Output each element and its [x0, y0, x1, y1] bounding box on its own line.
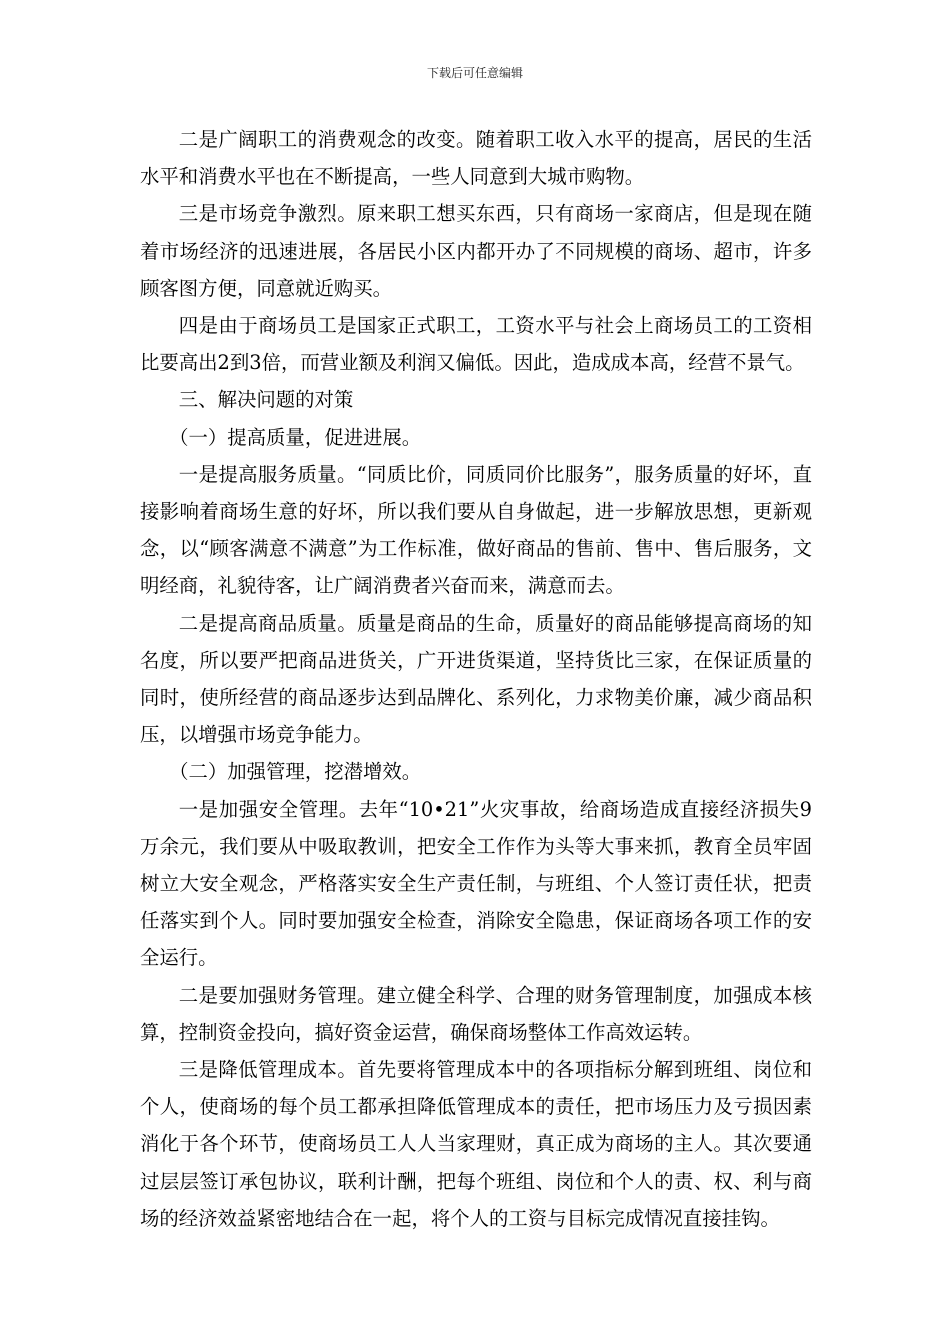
paragraph-financial-management: 二是要加强财务管理。建立健全科学、合理的财务管理制度，加强成本核算，控制资金投向，搞好资金运营，确保商场整体工作高效运转。 [140, 983, 812, 1044]
section-heading-solutions: 三、解决问题的对策 [178, 388, 354, 412]
page-header: 下载后可任意编辑 [426, 66, 523, 80]
paragraph-safety-management: 一是加强安全管理。去年“10•21”火灾事故，给商场造成直接经济损失9万余元，我们要从中吸取教训，把安全工作作为头等大事来抓，教育全员牢固树立大安全观念，严格落实安全生产责任制，与班组、个人签订责任状，把责任落实到个人。同时要加强安全检查，消除安全隐患，保证商场各项工作的安全运行。 [140, 797, 812, 970]
paragraph-service-quality: 一是提高服务质量。“同质比价，同质同价比服务”，服务质量的好坏，直接影响着商场生意的好坏，所以我们要从自身做起，进一步解放思想，更新观念，以“顾客满意不满意”为工作标准，做好商品的售前、售中、售后服务，文明经商，礼貌待客，让广阔消费者兴奋而来，满意而去。 [140, 462, 812, 598]
subheading-strengthen-management: （二）加强管理，挖潜增效。 [169, 760, 422, 784]
paragraph-reduce-costs: 三是降低管理成本。首先要将管理成本中的各项指标分解到班组、岗位和个人，使商场的每个员工都承担降低管理成本的责任，把市场压力及亏损因素消化于各个环节，使商场员工人人当家理财，真正成为商场的主人。其次要通过层层签订承包协议，联利计酬，把每个班组、岗位和个人的责、权、利与商场的经济效益紧密地结合在一起，将个人的工资与目标完成情况直接挂钩。 [140, 1058, 812, 1230]
paragraph-product-quality: 二是提高商品质量。质量是商品的生命，质量好的商品能够提高商场的知名度，所以要严把商品进货关，广开进货渠道，坚持货比三家，在保证质量的同时，使所经营的商品逐步达到品牌化、系列化，力求物美价廉，减少商品积压，以增强市场竞争能力。 [140, 611, 812, 747]
paragraph-consumption-change: 二是广阔职工的消费观念的改变。随着职工收入水平的提高，居民的生活水平和消费水平也在不断提高，一些人同意到大城市购物。 [140, 128, 812, 189]
subheading-improve-quality: （一）提高质量，促进进展。 [169, 425, 422, 449]
paragraph-staff-wages: 四是由于商场员工是国家正式职工，工资水平与社会上商场员工的工资相比要高出2到3倍，而营业额及利润又偏低。因此，造成成本高，经营不景气。 [140, 314, 812, 375]
paragraph-market-competition: 三是市场竞争激烈。原来职工想买东西，只有商场一家商店，但是现在随着市场经济的迅速进展，各居民小区内都开办了不同规模的商场、超市，许多顾客图方便，同意就近购买。 [140, 202, 812, 300]
document-body [140, 121, 812, 1237]
